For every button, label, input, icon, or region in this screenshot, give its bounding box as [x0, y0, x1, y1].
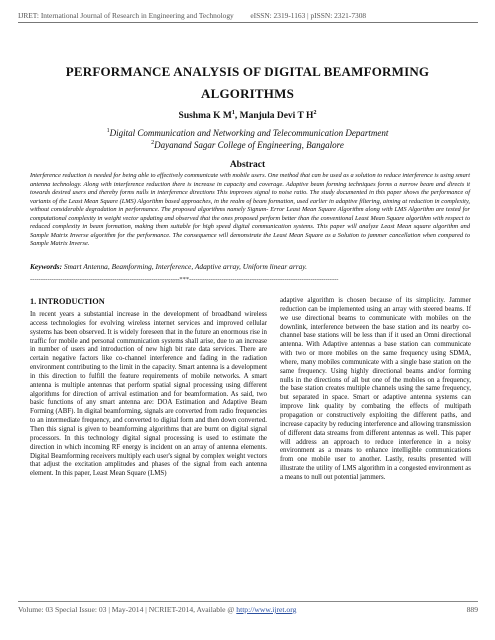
affiliation-1 — [20, 128, 475, 138]
affiliation-2-text: Dayanand Sagar College of Engineering, Bangalore — [154, 140, 344, 150]
keywords-label: Keywords: — [30, 262, 63, 271]
paper-title — [20, 61, 475, 105]
body-column-left: In recent years a substantial increase in the development of broadband wireless access technologies for evolving wireless internet services and improved cellular systems has been observed. It is widely foreseen that in the future an enormous rise in traffic for mobile and personal communication systems shall arise, due to an increase in number of users and introduction of new high bit rate data services. There are certain negative factors like co-channel interference and fading in the radiation environment contributing to the limit in the capacity. Smart antenna is a development in this direction to fulfill the feature requirements of mobile networks. A smart antenna is multiple antennas that perform spatial signal processing using different algorithms for direction of arrival estimation and for beamformation. As said, two basic functions of any smart antenna are: DOA Estimation and Adaptive Beam Forming (ABF). In digital beamforming, signals are converted from radio frequencies to an intermediate frequency, and converted to digital form and then down converted. Then this signal is given to beamforming algorithms that are burnt on digital signal processors. In this technology digital signal processing is used to estimate the direction in which incoming RF energy is incident on an array of antenna elements. Digital Beamforming receivers multiply each user's signal by complex weight vectors that adjust the excitation amplitudes and phases of the signal from each antenna element. In this paper, Least Mean Square (LMS) — [30, 311, 267, 478]
footer-text: Volume: 03 Special Issue: 03 | May-2014 | NCRIET-2014, Available @ — [18, 605, 237, 614]
author-1: Sushma K M — [178, 111, 232, 122]
author-2-affiliation-mark: 2 — [313, 110, 317, 116]
running-header — [18, 11, 478, 20]
author-separator: , — [234, 111, 240, 122]
page-number: 889 — [466, 605, 478, 614]
affiliation-1-text: Digital Communication and Networking and Telecommunication Department — [109, 128, 389, 138]
keywords — [30, 262, 470, 271]
author-1-affiliation-mark: 1 — [231, 110, 235, 116]
title-line-1: PERFORMANCE ANALYSIS OF DIGITAL BEAMFORMING — [65, 64, 430, 79]
issn-info: eISSN: 2319-1163 | pISSN: 2321-7308 — [250, 11, 367, 20]
affiliation-2 — [20, 140, 475, 150]
abstract-heading: Abstract — [229, 160, 266, 170]
header-divider — [18, 22, 478, 23]
title-line-2: ALGORITHMS — [200, 86, 294, 101]
journal-website-link[interactable]: http://www.ijret.org — [236, 605, 297, 614]
author-2: Manjula Devi T H — [239, 111, 314, 122]
body-column-right: adaptive algorithm is chosen because of its simplicity. Jammer reduction can be implemented using an array with steered beams. If we use directional beams to communicate with mobiles on the downlink, interference between the base station and its nearby co-channel base stations will be less than if it used an Omni directional antenna. With Adaptive antennas a base station can communicate with two or more mobiles on the same frequency using SDMA, where, many mobiles communicate with a single base station on the same frequency. Using highly directional beams and/or forming nulls in the directions of all but one of the mobiles on a frequency, the base station creates multiple channels using the same frequency, but separated in space. Smart or adaptive antenna systems can improve link quality by combating the effects of multipath propagation or constructively exploiting the different paths, and increase capacity by reducing interference and allowing transmission of different data streams from different antennas as well. This paper will address an approach to reduce interference in a noisy environment as a means to enhance intelligible communications from one mobile user to another. Lastly, results presented will illustrate the utility of LMS algorithm in a congested environment as a means to null out potential jammers. — [280, 297, 471, 481]
abstract-text: Interference reduction is needed for being able to effectively communicate with mobile users. One method that can be used as a solution to reduce interference is using smart antenna technology. Along with interference reduction there is increase in capacity and coverage. Adaptive beam forming techniques forms a narrow beam and directs it towards desired users and thereby forms nulls in interference directions This improves signal to noise ratio. The study documented in this paper shows the performance of variants of the Least Mean Square (LMS) Algorithm based approaches, in the realm of beam formation, used earlier in adaptive filtering, aiming at reduction in complexity, without considerable degradation in performance. The proposed algorithms namely Signum- Error Least Mean Square Algorithm along with LMS Algorithm are tested for computational complexity in weight vector updating and observed that the ones proposed perform better than the conventional Least Mean Square algorithm with respect to reduced complexity in beam formation, making them suitable for high speed digital communication systems. This paper will analyze Least Mean square algorithm and Sample Matrix Inverse algorithm for the performance. The consequence will demonstrate the Least Mean Square as a Solution to jammer cancellation when compared to Sample Matrix Inverse. — [30, 172, 470, 248]
footer-divider — [18, 601, 478, 602]
footer-citation — [18, 605, 296, 614]
section-heading-introduction: 1. INTRODUCTION — [30, 297, 105, 306]
section-separator: ---------------------------------------------------------------------***--------------------------------------------------------------------- — [30, 276, 339, 283]
journal-name: IJRET: International Journal of Research in Engineering and Technology — [18, 11, 234, 20]
affiliation-2-mark: 2 — [151, 140, 155, 146]
keywords-text: Smart Antenna, Beamforming, Interference, Adaptive array, Uniform linear array. — [62, 262, 307, 271]
author-list — [20, 110, 475, 121]
affiliation-1-mark: 1 — [106, 128, 110, 134]
